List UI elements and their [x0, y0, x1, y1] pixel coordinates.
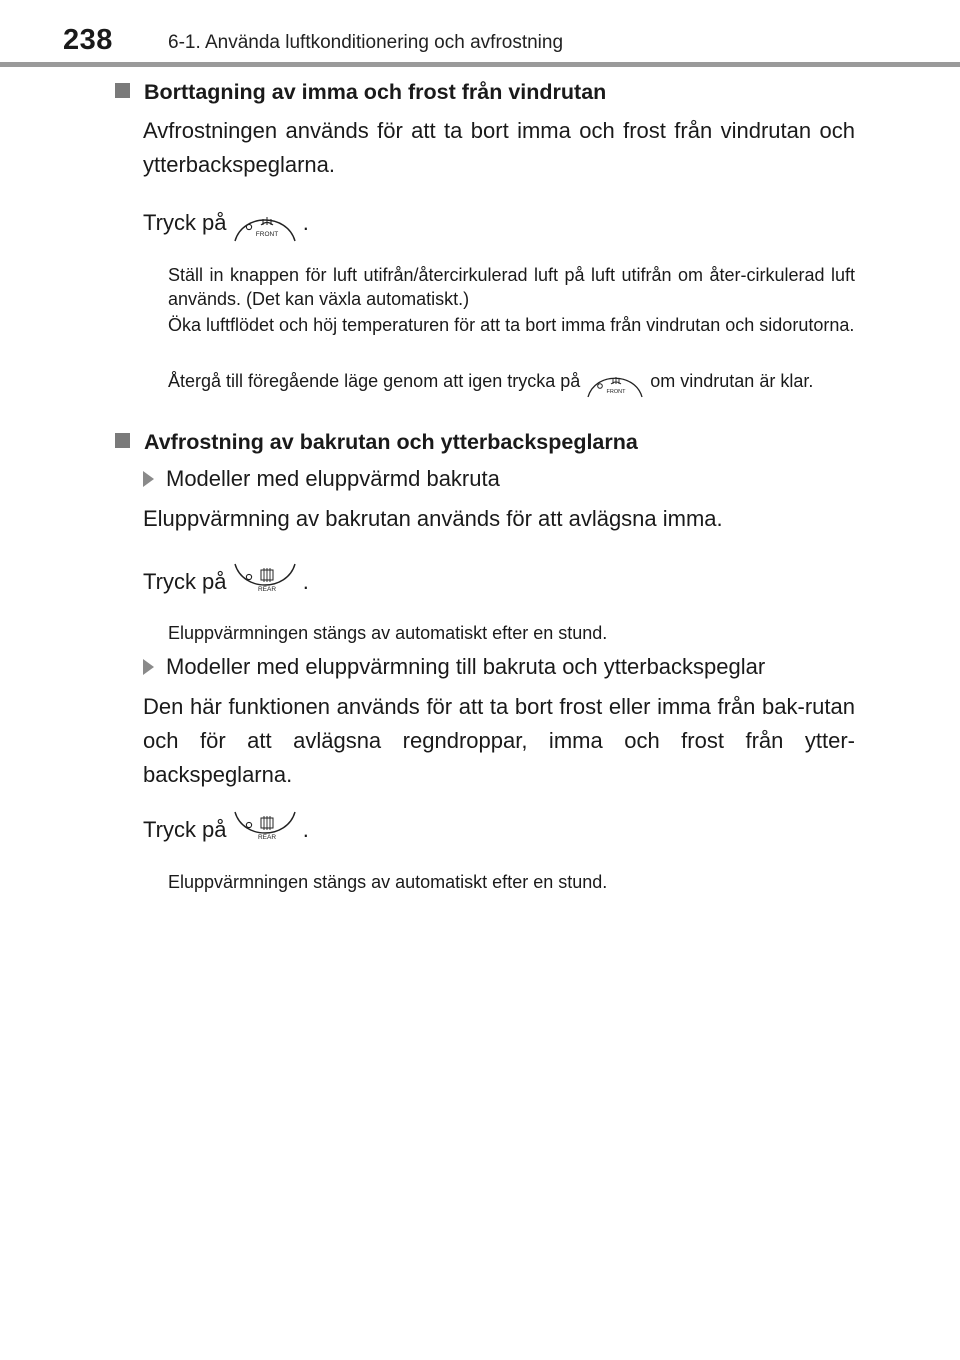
front-note-recirculation: Ställ in knappen för luft utifrån/återcirkulerad luft på luft utifrån om åter-cirkulerad luft används. (Det kan växla automatiskt.) — [168, 265, 855, 309]
bullet-square-icon — [115, 83, 130, 98]
header-divider — [0, 62, 960, 67]
front-press-instruction — [143, 203, 309, 243]
subsection-heated-rear-window: Modeller med eluppvärmd bakruta — [143, 464, 500, 494]
heading-rear-defrost: Avfrostning av bakrutan och ytterbackspeglarna — [115, 430, 638, 455]
subsection-heated-rear-window-mirrors: Modeller med eluppvärmning till bakruta och ytterbackspeglar — [143, 652, 765, 682]
bullet-square-icon — [115, 433, 130, 448]
triangle-bullet-icon — [143, 659, 154, 675]
svg-text:REAR: REAR — [257, 586, 276, 593]
heading-front-defrost: Borttagning av imma och frost från vindrutan — [115, 80, 606, 105]
rear-mirrors-note: Eluppvärmningen stängs av automatiskt efter en stund. — [168, 872, 608, 892]
svg-text:REAR: REAR — [257, 834, 276, 841]
front-defrost-button-icon — [586, 366, 644, 398]
front-defrost-button-icon — [233, 203, 297, 243]
press-prefix: Tryck på — [143, 210, 227, 235]
rear-mirrors-text: Den här funktionen används för att ta bort frost eller imma från bak-rutan och för att avlägsna regndroppar, imma och frost från ytter-backspeglarna. — [143, 694, 855, 787]
front-defrost-intro: Avfrostningen används för att ta bort imma och frost från vindrutan och ytterbackspeglarna. — [143, 118, 855, 177]
rear-window-note: Eluppvärmningen stängs av automatiskt efter en stund. — [168, 623, 608, 643]
rear-window-text: Eluppvärmning av bakrutan används för att avlägsna imma. — [143, 506, 723, 531]
press-suffix: . — [302, 210, 309, 235]
front-note-airflow: Öka luftflödet och höj temperaturen för att ta bort imma från vindrutan och sidorutorna. — [168, 315, 855, 335]
rear-mirrors-press-instruction: Tryck på REAR . — [143, 810, 309, 850]
rear-defrost-button-icon — [233, 810, 297, 850]
rear-defrost-button-icon — [233, 562, 297, 602]
svg-text:FRONT: FRONT — [255, 231, 278, 238]
rear-press-instruction: Tryck på REAR . — [143, 562, 309, 602]
front-note-return: Återgå till föregående läge genom att igen trycka på FRONT om vindrutan är klar. — [168, 366, 855, 398]
triangle-bullet-icon — [143, 471, 154, 487]
section-title: 6-1. Använda luftkonditionering och avfrostning — [168, 32, 564, 53]
svg-text:FRONT: FRONT — [606, 389, 626, 395]
page-number: 238 — [63, 24, 113, 56]
